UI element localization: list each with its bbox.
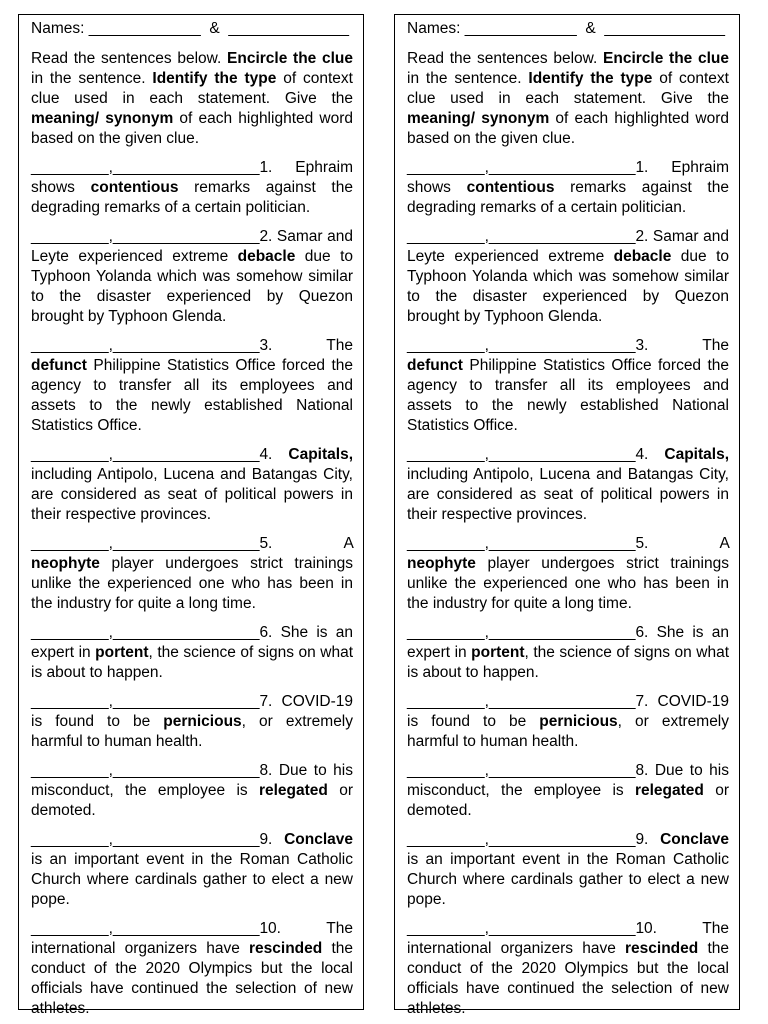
sentence-text: [648, 446, 664, 463]
sentence-text: including Antipolo, Lucena and Batangas City, are considered as seat of political powers in their respective provinces.: [407, 466, 729, 523]
answer-blank[interactable]: _________,_________________: [407, 624, 636, 641]
answer-blank[interactable]: _________,_________________: [31, 446, 260, 463]
highlighted-word: contentious: [466, 179, 555, 196]
question-item: [407, 761, 729, 821]
question-item: [31, 336, 353, 436]
instruction-text: of context clue used in each statement. Give the: [31, 70, 353, 107]
sentence-text: including Antipolo, Lucena and Batangas City, are considered as seat of political powers in their respective provinces.: [31, 466, 353, 523]
highlighted-word: Capitals,: [664, 446, 729, 463]
question-item: [31, 158, 353, 218]
answer-blank[interactable]: _________,_________________: [31, 831, 260, 848]
question-number: 1.: [259, 159, 273, 176]
sentence-text: The: [648, 337, 729, 354]
names-line: Names: _____________ & ______________: [31, 20, 350, 37]
question-number: 6.: [259, 624, 273, 641]
sentence-text: or demoted.: [31, 782, 354, 819]
highlighted-word: contentious: [90, 179, 179, 196]
instruction-text: Read the sentences below.: [31, 50, 228, 67]
highlighted-word: portent: [471, 644, 525, 661]
answer-blank[interactable]: _________,_________________: [31, 159, 260, 176]
highlighted-word: neophyte: [407, 555, 476, 572]
sentence-text: COVID-19 is found to be: [31, 693, 353, 730]
answer-blank[interactable]: _________,_________________: [31, 337, 260, 354]
names-line: Names: _____________ & ______________: [407, 20, 726, 37]
sentence-text: [272, 446, 288, 463]
highlighted-word: relegated: [634, 782, 704, 799]
question-number: 6.: [635, 624, 649, 641]
sentence-text: is an important event in the Roman Catholic Church where cardinals gather to elect a new pope.: [31, 851, 353, 908]
sentence-text: The international organizers have: [31, 920, 353, 957]
highlighted-word: pernicious: [539, 713, 618, 730]
question-item: [31, 830, 353, 910]
question-item: [31, 761, 353, 821]
answer-blank[interactable]: _________,_________________: [407, 831, 636, 848]
sentence-text: She is an expert in: [407, 624, 729, 661]
highlighted-word: debacle: [237, 248, 296, 265]
worksheet-card-right: [394, 14, 740, 1017]
instruction-emphasis: Encircle the clue: [227, 50, 353, 67]
question-number: 10.: [635, 920, 657, 937]
instruction-text: in the sentence.: [407, 70, 529, 87]
instruction-text: of each highlighted word based on the given clue.: [31, 110, 353, 147]
sentence-text: the conduct of the 2020 Olympics but the local officials have continued the selection of new athletes.: [31, 940, 353, 1017]
answer-blank[interactable]: _________,_________________: [31, 693, 260, 710]
question-item: [407, 336, 729, 436]
instructions: [407, 49, 729, 149]
question-item: [407, 534, 729, 614]
sentence-text: is an important event in the Roman Catholic Church where cardinals gather to elect a new pope.: [407, 851, 729, 908]
instruction-emphasis: Identify the type: [528, 70, 653, 87]
instructions: [31, 49, 353, 149]
question-item: [407, 919, 729, 1019]
question-item: [407, 445, 729, 525]
answer-blank[interactable]: _________,_________________: [31, 535, 260, 552]
highlighted-word: Capitals,: [288, 446, 353, 463]
question-number: 4.: [259, 446, 273, 463]
highlighted-word: relegated: [258, 782, 328, 799]
question-number: 7.: [259, 693, 273, 710]
sentence-text: remarks against the degrading remarks of a certain politician.: [31, 179, 353, 216]
question-item: [31, 534, 353, 614]
instruction-emphasis: Encircle the clue: [603, 50, 729, 67]
question-item: [31, 445, 353, 525]
question-number: 3.: [635, 337, 649, 354]
highlighted-word: rescinded: [249, 940, 323, 957]
instruction-text: of each highlighted word based on the given clue.: [407, 110, 729, 147]
sentence-text: Ephraim shows: [31, 159, 353, 196]
question-number: 2.: [635, 228, 649, 245]
answer-blank[interactable]: _________,_________________: [407, 446, 636, 463]
answer-blank[interactable]: _________,_________________: [31, 920, 260, 937]
highlighted-word: rescinded: [625, 940, 699, 957]
question-item: [31, 692, 353, 752]
sentence-text: The: [272, 337, 353, 354]
sentence-text: Ephraim shows: [407, 159, 729, 196]
highlighted-word: debacle: [613, 248, 672, 265]
highlighted-word: defunct: [31, 357, 87, 374]
sentence-text: A: [272, 535, 353, 552]
question-number: 9.: [259, 831, 273, 848]
answer-blank[interactable]: _________,_________________: [407, 228, 636, 245]
highlighted-word: Conclave: [284, 831, 353, 848]
question-item: [407, 830, 729, 910]
instruction-emphasis: meaning/ synonym: [407, 110, 550, 127]
answer-blank[interactable]: _________,_________________: [31, 228, 260, 245]
answer-blank[interactable]: _________,_________________: [407, 920, 636, 937]
question-item: [407, 227, 729, 327]
question-number: 8.: [635, 762, 649, 779]
question-number: 3.: [259, 337, 273, 354]
answer-blank[interactable]: _________,_________________: [407, 762, 636, 779]
answer-blank[interactable]: _________,_________________: [31, 762, 260, 779]
answer-blank[interactable]: _________,_________________: [407, 337, 636, 354]
question-item: [407, 692, 729, 752]
answer-blank[interactable]: _________,_________________: [407, 159, 636, 176]
question-number: 4.: [635, 446, 649, 463]
sentence-text: [272, 831, 284, 848]
highlighted-word: Conclave: [660, 831, 729, 848]
question-number: 10.: [259, 920, 281, 937]
instruction-emphasis: Identify the type: [152, 70, 277, 87]
question-number: 8.: [259, 762, 273, 779]
sentence-text: or demoted.: [407, 782, 730, 819]
sentence-text: Due to his misconduct, the employee is: [407, 762, 729, 799]
sentence-text: Samar and Leyte experienced extreme: [31, 228, 353, 265]
question-number: 1.: [635, 159, 649, 176]
question-number: 5.: [259, 535, 273, 552]
answer-blank[interactable]: _________,_________________: [407, 693, 636, 710]
question-number: 2.: [259, 228, 273, 245]
sentence-text: remarks against the degrading remarks of a certain politician.: [407, 179, 729, 216]
question-item: [31, 227, 353, 327]
instruction-text: Read the sentences below.: [407, 50, 604, 67]
question-number: 9.: [635, 831, 649, 848]
instruction-text: in the sentence.: [31, 70, 153, 87]
sentence-text: due to Typhoon Yolanda which was somehow similar to the disaster experienced by Quezon brought by Typhoon Glenda.: [31, 248, 353, 325]
question-item: [407, 623, 729, 683]
highlighted-word: neophyte: [31, 555, 100, 572]
highlighted-word: defunct: [407, 357, 463, 374]
sentence-text: She is an expert in: [31, 624, 353, 661]
sentence-text: A: [648, 535, 729, 552]
sentence-text: , or extremely harmful to human health.: [31, 713, 354, 750]
sentence-text: the conduct of the 2020 Olympics but the local officials have continued the selection of new athletes.: [407, 940, 729, 1017]
sentence-text: Philippine Statistics Office forced the agency to transfer all its employees and assets to the newly established National Statistics Office.: [31, 357, 353, 434]
sentence-text: due to Typhoon Yolanda which was somehow similar to the disaster experienced by Quezon brought by Typhoon Glenda.: [407, 248, 729, 325]
sentence-text: [648, 831, 660, 848]
sentence-text: Samar and Leyte experienced extreme: [407, 228, 729, 265]
highlighted-word: portent: [95, 644, 149, 661]
question-number: 7.: [635, 693, 649, 710]
sentence-text: , the science of signs on what is about to happen.: [407, 644, 729, 681]
question-item: [31, 919, 353, 1019]
sentence-text: Due to his misconduct, the employee is: [31, 762, 353, 799]
sentence-text: COVID-19 is found to be: [407, 693, 729, 730]
highlighted-word: pernicious: [163, 713, 242, 730]
sentence-text: , or extremely harmful to human health.: [407, 713, 730, 750]
instruction-text: of context clue used in each statement. Give the: [407, 70, 729, 107]
sentence-text: player undergoes strict trainings unlike the experienced one who has been in the industry for quite a long time.: [407, 555, 729, 612]
answer-blank[interactable]: _________,_________________: [31, 624, 260, 641]
question-item: [31, 623, 353, 683]
sentence-text: player undergoes strict trainings unlike the experienced one who has been in the industry for quite a long time.: [31, 555, 353, 612]
sentence-text: , the science of signs on what is about to happen.: [31, 644, 353, 681]
sentence-text: Philippine Statistics Office forced the agency to transfer all its employees and assets to the newly established National Statistics Office.: [407, 357, 729, 434]
worksheet-card-left: [18, 14, 364, 1017]
sentence-text: The international organizers have: [407, 920, 729, 957]
question-number: 5.: [635, 535, 649, 552]
answer-blank[interactable]: _________,_________________: [407, 535, 636, 552]
instruction-emphasis: meaning/ synonym: [31, 110, 174, 127]
question-item: [407, 158, 729, 218]
